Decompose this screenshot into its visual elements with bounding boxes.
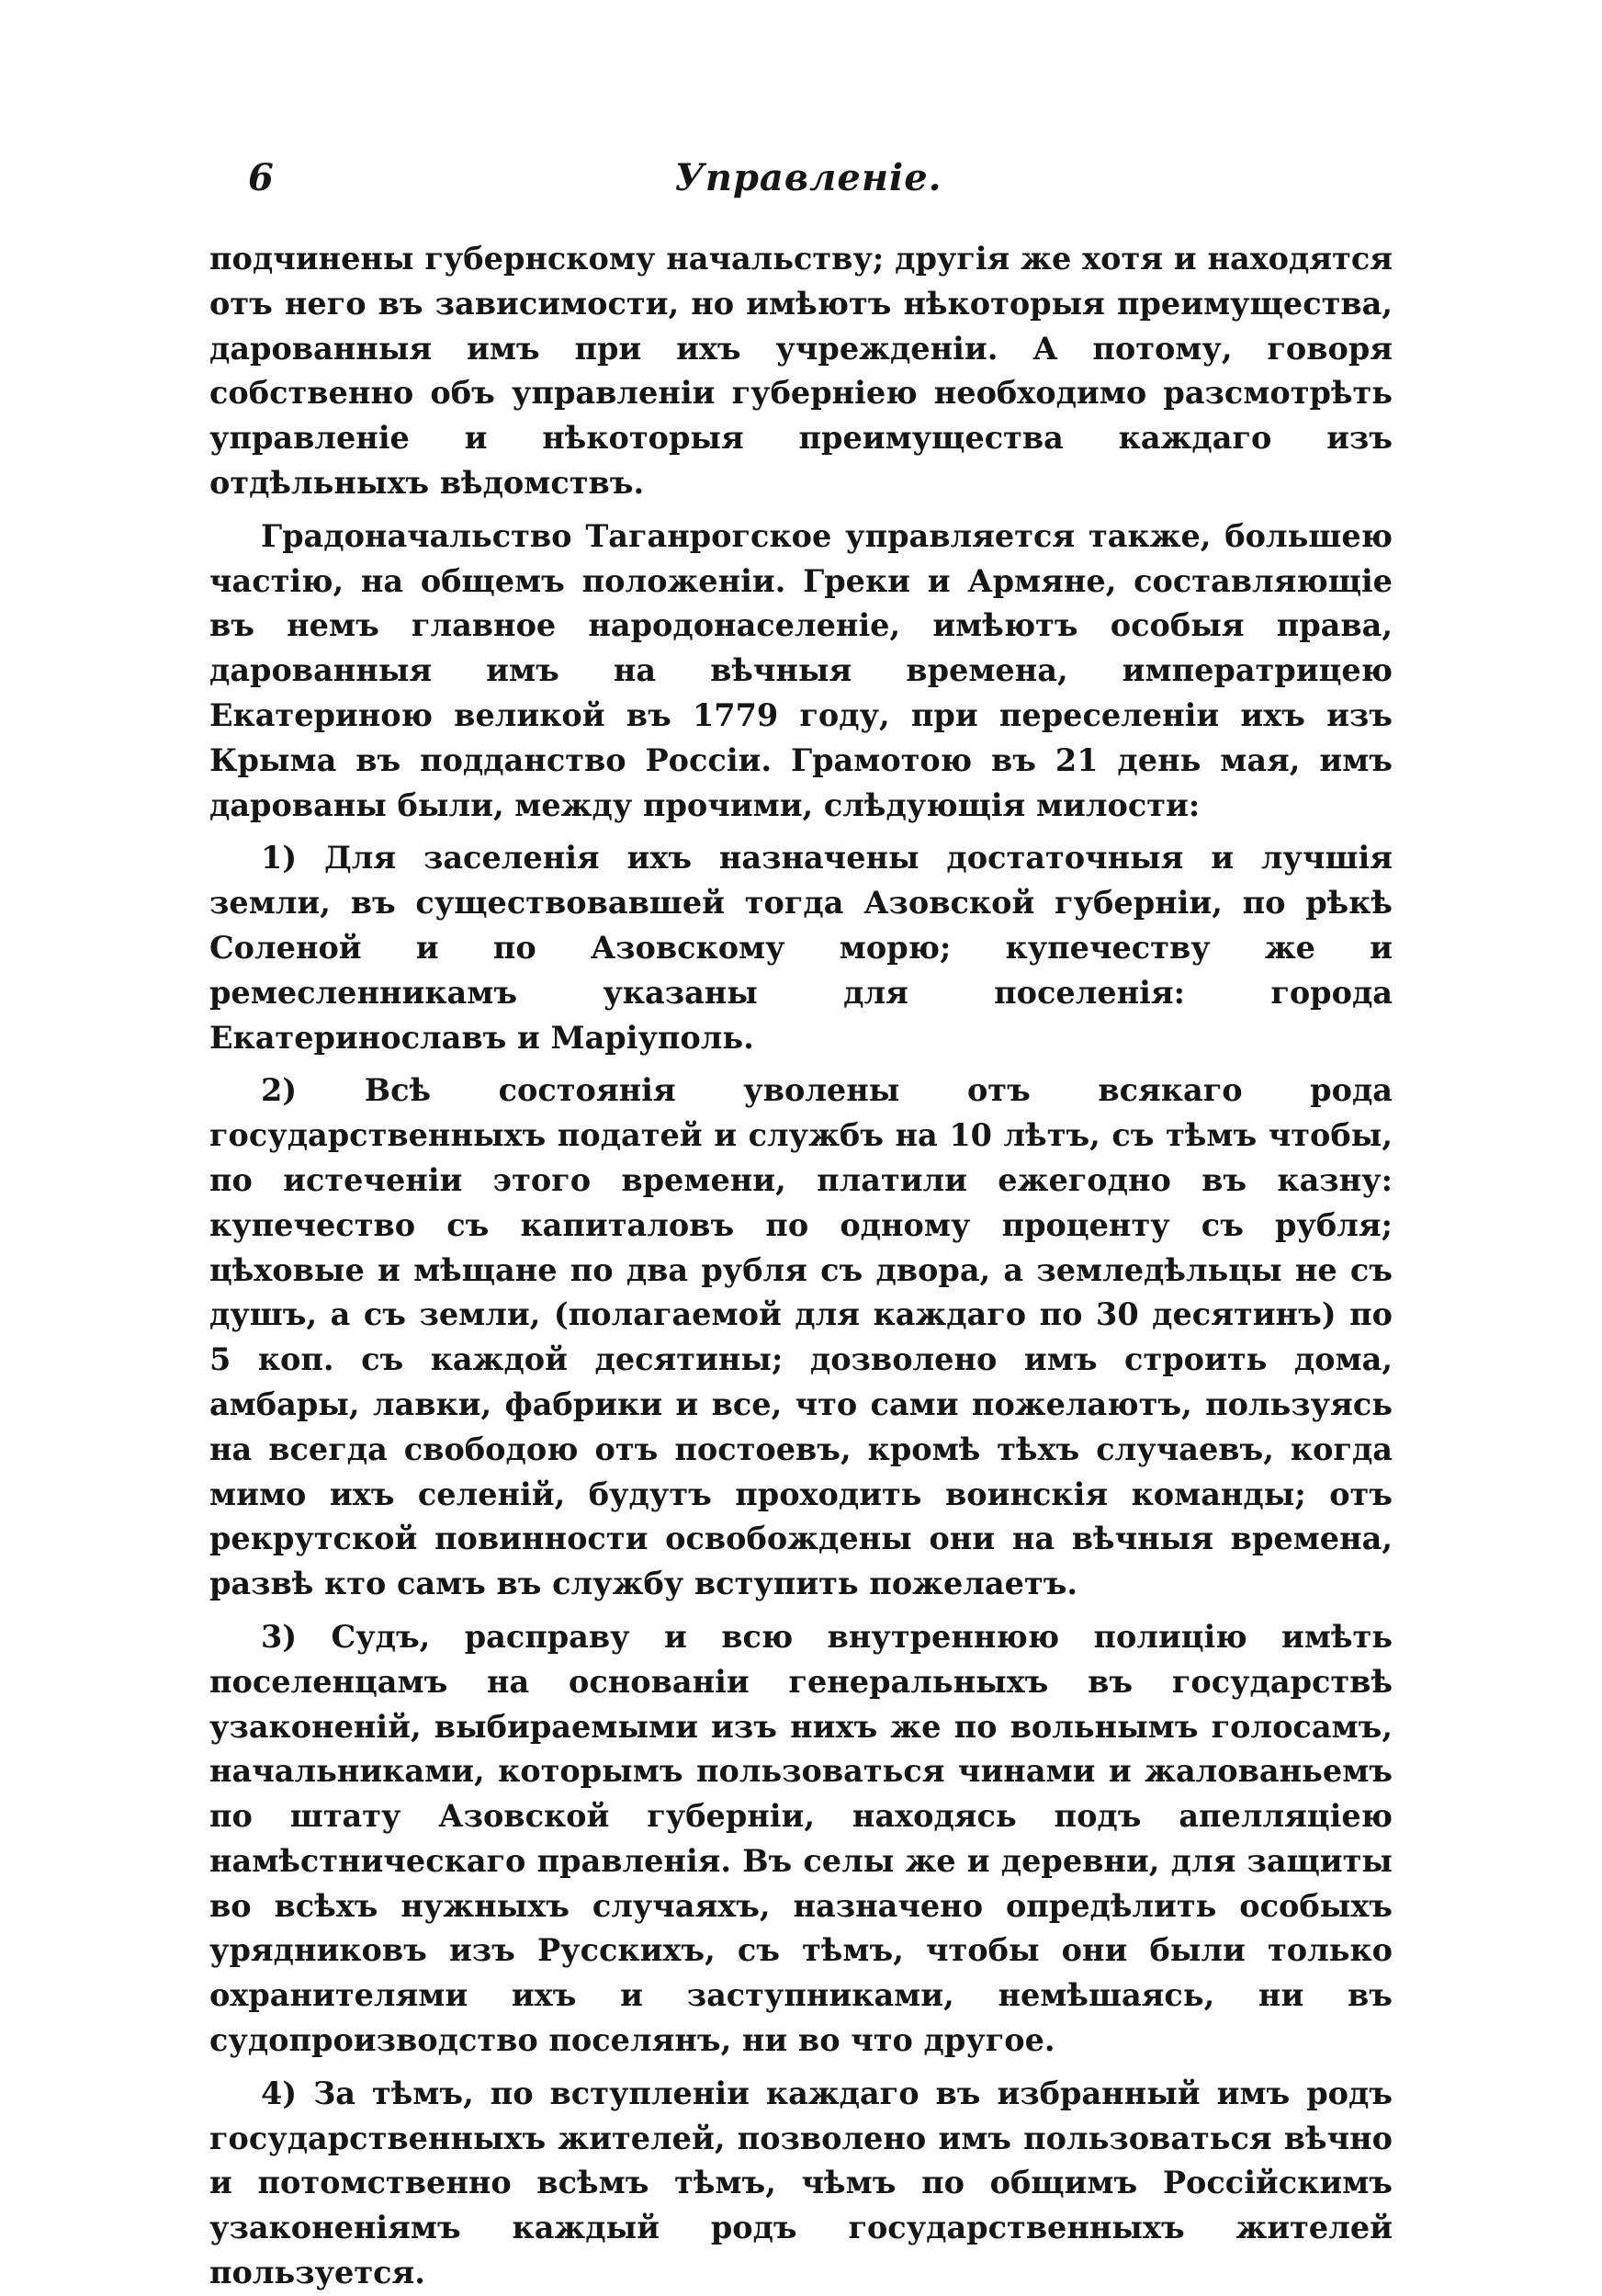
paragraph-continuation: подчинены губернскому начальству; другія же хотя и находятся отъ него въ зависимости, но имѣютъ нѣкоторыя преимущества, дарованныя имъ при ихъ учрежденіи. А потому, говоря собственно объ управленіи губерніею необходимо разсмотрѣть управленіе и нѣкоторыя преимущества каждаго изъ отдѣльныхъ вѣдомствъ.	[209, 241, 1393, 501]
paragraph-point-3: 3) Судъ, расправу и всю внутреннюю полицію имѣть поселенцамъ на основаніи генеральныхъ въ государствѣ узаконеній, выбираемыми изъ нихъ же по вольнымъ голосамъ, начальниками, которымъ пользоваться чинами и жалованьемъ по штату Азовской губерніи, находясь подъ апелляціею намѣстническаго правленія. Въ селы же и деревни, для защиты во всѣхъ нужныхъ случаяхъ, назначено опредѣлить особыхъ урядниковъ изъ Русскихъ, съ тѣмъ, чтобы они были только охранителями ихъ и заступниками, немѣшаясь, ни въ судопроизводство поселянъ, ни во что другое.	[209, 1618, 1393, 2059]
body-text	[209, 237, 1393, 2296]
paragraph-point-1: 1) Для заселенія ихъ назначены достаточныя и лучшія земли, въ существовавшей тогда Азовской губерніи, по рѣкѣ Соленой и по Азовскому морю; купечеству же и ремесленникамъ указаны для поселенія: города Екатеринославъ и Маріуполь.	[209, 840, 1393, 1056]
paragraph-point-4: 4) За тѣмъ, по вступленіи каждаго въ избранный имъ родъ государственныхъ жителей, позволено имъ пользоваться вѣчно и потомственно всѣмъ тѣмъ, чѣмъ по общимъ Россійскимъ узаконеніямъ каждый родъ государственныхъ жителей пользуется.	[209, 2075, 1393, 2291]
page-number: 6	[248, 156, 274, 199]
paragraph-point-2: 2) Всѣ состоянія уволены отъ всякаго рода государственныхъ податей и службъ на 10 лѣтъ, съ тѣмъ чтобы, по истеченіи этого времени, платили ежегодно въ казну: купечество съ капиталовъ по одному проценту съ рубля; цѣховые и мѣщане по два рубля съ двора, а земледѣльцы не съ душъ, а съ земли, (полагаемой для каждаго по 30 десятинъ) по 5 коп. съ каждой десятины; дозволено имъ строить дома, амбары, лавки, фабрики и все, что сами пожелаютъ, пользуясь на всегда свободою отъ постоевъ, кромѣ тѣхъ случаевъ, когда мимо ихъ селеній, будутъ проходить воинскія команды; отъ рекрутской повинности освобождены они на вѣчныя времена, развѣ кто самъ въ службу вступить пожелаетъ.	[209, 1072, 1393, 1602]
running-title: Управленіе.	[674, 156, 942, 199]
page-header	[248, 156, 1369, 221]
paragraph-taganrog: Градоначальство Таганрогское управляется также, большею частію, на общемъ положеніи. Греки и Армяне, составляющіе въ немъ главное народонаселеніе, имѣютъ особыя права, дарованныя имъ на вѣчныя времена, императрицею Екатериною великой въ 1779 году, при переселеніи ихъ изъ Крыма въ подданство Россіи. Грамотою въ 21 день мая, имъ дарованы были, между прочими, слѣдующія милости:	[209, 517, 1393, 823]
